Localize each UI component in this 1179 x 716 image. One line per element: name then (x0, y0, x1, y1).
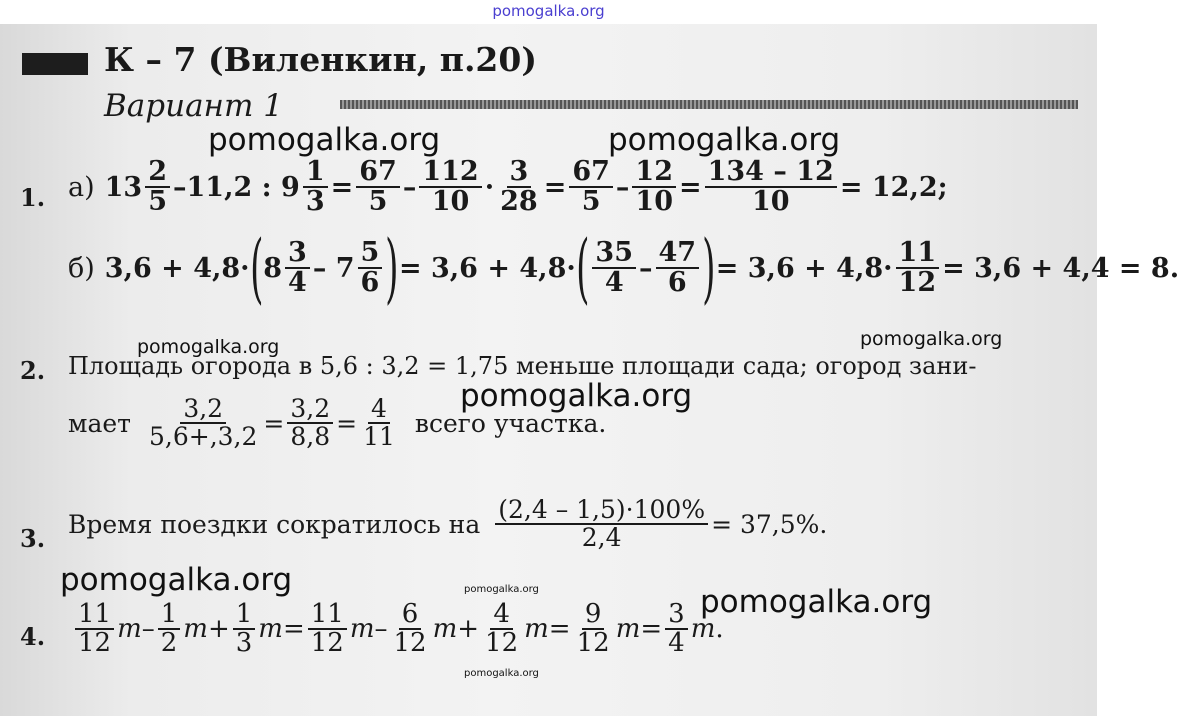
fraction: $\frac{3,2}{5,6+,3,2}$ (148, 394, 258, 452)
equals-sign: = (263, 408, 285, 438)
result-text: = 37,5%. (711, 509, 828, 539)
expression-text: Время поездки сократилось на (68, 509, 481, 539)
equals-sign: = (548, 614, 571, 645)
problem-4-equation: 11 12 m – 1 2 m + $\frac{1}{3}$ m = $\frac{11}{12}$ m – 6 12 m + $\frac{4}{12}$ m = $\frac{9}{12}$ m = $\frac{3}{4}$ m . (72, 601, 724, 658)
minus-sign: – (374, 614, 388, 645)
problem-1b-label: б) (68, 252, 95, 284)
fraction: 112 10 (419, 158, 481, 217)
minus-sign: – (615, 171, 630, 203)
page-title: К – 7 (Виленкин, п.20) (104, 40, 537, 79)
fraction: $\frac{3,2}{8,8}$ (287, 396, 333, 451)
fraction: $\frac{1}{3}$ (233, 601, 256, 658)
equals-sign: = (330, 171, 354, 203)
right-paren: ) (702, 223, 716, 312)
problem-3-number: 3. (20, 524, 46, 553)
expression-text: = 3,6 + 4,8· (715, 252, 893, 284)
equals-sign: = (678, 171, 702, 203)
fraction: $\frac{4}{12}$ (485, 599, 519, 659)
fraction: $\frac{134 - 12}{10}$ (705, 158, 837, 217)
equals-sign: = (543, 171, 567, 203)
top-watermark: pomogalka.org (492, 2, 605, 20)
fraction: 2 5 (145, 158, 170, 217)
problem-2-number: 2. (20, 356, 46, 385)
fraction: 3 4 (285, 239, 310, 298)
watermark: pomogalka.org (464, 584, 539, 595)
fraction: 47 6 (656, 239, 700, 298)
expression-text: –11,2 : 9 (173, 171, 300, 203)
equals-sign: = (336, 408, 358, 438)
left-paren: ( (575, 223, 590, 312)
variable-m: m (615, 614, 641, 645)
watermark: pomogalka.org (60, 562, 293, 598)
fraction: $\frac{3}{4}$ (665, 601, 688, 658)
expression-text: 3,6 + 4,8· (104, 252, 250, 284)
expression-text: мает (68, 408, 131, 438)
result-text: = 12,2; (839, 171, 948, 203)
minus-sign: – (639, 252, 653, 284)
variable-m: m (258, 614, 283, 645)
expression-text: = 3,6 + 4,8· (398, 252, 576, 284)
result-text: = 3,6 + 4,4 = 8. (942, 252, 1179, 284)
fraction: $\frac{(2,4 - 1,5)\cdot 100\%}{2,4}$ (495, 497, 708, 552)
fraction: 1 2 (158, 601, 181, 658)
fraction: $\frac{9}{12}$ (576, 599, 610, 659)
problem-4-number: 4. (20, 622, 46, 651)
problem-1a-equation (68, 158, 948, 217)
fraction: $\frac{67}{5}$ (569, 158, 613, 217)
variable-m: m (183, 614, 208, 645)
problem-2-line1: Площадь огорода в 5,6 : 3,2 = 1,75 меньше площади сада; огород зани- (68, 352, 977, 380)
problem-3-equation (68, 497, 827, 552)
fraction: $\frac{11}{12}$ (308, 601, 347, 658)
equals-sign: = (282, 614, 305, 645)
dot-sign: · (484, 171, 495, 203)
watermark: pomogalka.org (208, 122, 441, 158)
equals-sign: = (640, 614, 663, 645)
fraction: 11 12 (75, 601, 114, 658)
variable-m: m (349, 614, 375, 645)
watermark: pomogalka.org (464, 668, 539, 679)
fraction: 35 4 (592, 239, 636, 298)
variable-m: m (524, 614, 549, 645)
mixed-whole: 8 (263, 252, 283, 284)
minus-sign: – (141, 614, 155, 645)
expression-text: всего участка. (414, 408, 607, 438)
watermark: pomogalka.org (460, 378, 693, 414)
fraction: $\frac{12}{10}$ (632, 158, 676, 217)
problem-1-number: 1. (20, 183, 46, 212)
watermark: pomogalka.org (860, 328, 1003, 350)
fraction: $\frac{1}{3}$ (303, 158, 328, 217)
variant-rule (340, 100, 1078, 109)
variable-m: m (690, 614, 716, 645)
problem-1b-equation (68, 223, 1179, 312)
fraction: 6 12 (393, 599, 427, 659)
fraction: $\frac{67}{5}$ (356, 158, 400, 217)
fraction: $\frac{3}{28}$ (500, 156, 538, 218)
variable-m: m (432, 614, 458, 645)
mixed-whole: 13 (104, 171, 143, 203)
left-paren: ( (249, 223, 264, 312)
variant-title: Вариант 1 (104, 88, 283, 124)
minus-sign: – (402, 171, 417, 203)
fraction: $\frac{11}{12}$ (896, 239, 940, 298)
header-marker (22, 53, 88, 75)
variable-m: m (117, 614, 142, 645)
problem-1a-label: а) (68, 171, 95, 203)
fraction: $\frac{4}{11}$ (363, 394, 395, 452)
right-paren: ) (385, 223, 399, 312)
watermark: pomogalka.org (137, 336, 280, 358)
expression-text: – 7 (312, 252, 355, 284)
fraction: 5 6 (358, 239, 383, 298)
watermark: pomogalka.org (700, 584, 933, 620)
watermark: pomogalka.org (608, 122, 841, 158)
